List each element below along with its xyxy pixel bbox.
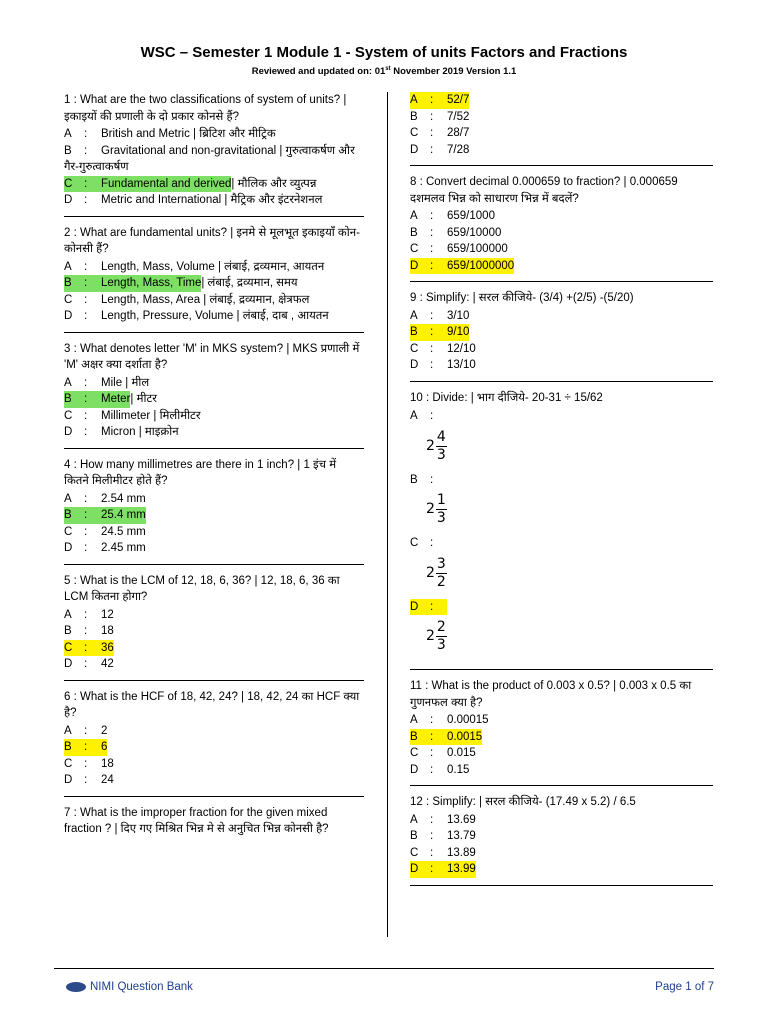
option-key: A [64,376,72,389]
question-block [64,805,364,846]
question-text: 2 : What are fundamental units? | इनमे से मूलभूत इकाइयाँ कोन-कोनसी हैं? [64,226,360,255]
option-row [410,599,713,616]
option-row [64,192,364,209]
option-highlight [64,739,107,756]
option-text: 18 [101,757,114,770]
question-block [64,457,364,565]
option-row [410,92,713,109]
option-colon: : [84,144,88,157]
option-colon: : [430,326,434,338]
option-row [410,845,713,862]
option-text: 24 [101,774,114,786]
question-text: 1 : What are the two classifications of system of units? | इकाइयों की प्रणाली के दो प्रकार कोनसे हैं? [64,94,347,123]
question-block [64,225,364,333]
option-highlight [410,861,476,878]
option-row [64,308,364,325]
option-text: 659/1000000 [447,259,515,272]
option-key: D [64,658,73,670]
option-colon: : [430,143,434,156]
option-colon: : [430,537,434,549]
option-highlight [64,623,114,640]
option-colon: : [430,127,434,139]
fraction-denominator: 3 [436,637,446,653]
option-row [64,772,364,789]
option-row [64,507,364,524]
option-key: A [410,714,418,726]
option-colon: : [430,259,434,272]
left-column [64,92,364,854]
option-row [64,259,364,276]
option-key: D [64,426,73,438]
option-highlight [410,828,476,845]
fraction-whole: 2 [426,564,435,581]
option-highlight [64,126,276,143]
fraction-whole: 2 [426,501,435,518]
option-colon: : [430,210,434,222]
option-highlight [64,375,149,392]
option-colon: : [430,226,434,239]
option-text: 2.54 mm [101,492,146,505]
option-row [64,408,364,425]
option-highlight [64,540,146,557]
option-key: C [64,641,73,654]
option-highlight [64,259,324,276]
option-row [64,176,364,193]
option-highlight [410,241,508,258]
option-key: B [410,110,418,123]
option-highlight [64,756,114,773]
option-text: 13.69 [447,813,476,826]
option-colon: : [84,658,88,670]
option-row [410,535,713,552]
option-key: A [64,492,72,505]
option-row [410,258,713,275]
option-row [410,861,713,878]
question-block [410,290,713,382]
option-key: C [64,525,73,538]
option-text: 9/10 [447,326,470,338]
fraction-numerator: 3 [436,555,446,572]
option-highlight [64,507,146,524]
option-highlight [410,109,469,126]
option-text: 659/1000 [447,210,495,222]
option-colon: : [430,714,434,726]
option-colon: : [84,757,88,770]
option-key: D [64,310,73,322]
option-key: D [410,863,419,875]
option-row [410,109,713,126]
option-row [410,472,713,489]
mixed-fraction [426,619,713,654]
option-highlight [64,176,231,193]
option-row [410,712,713,729]
question-block [64,573,364,681]
mixed-fraction [426,556,713,591]
fraction-numerator: 4 [436,428,446,445]
option-row [410,142,713,159]
option-row [64,739,364,756]
option-highlight [410,357,476,374]
fraction [436,619,447,654]
option-row [64,607,364,624]
option-text: 0.015 [447,747,476,759]
question-text: 11 : What is the product of 0.003 x 0.5? | 0.003 x 0.5 का गुणनफल क्या है? [410,680,692,709]
question-text: 3 : What denotes letter 'M' in MKS system? | MKS प्रणाली में 'M' अक्षर क्या दर्शाता है? [64,342,360,371]
option-highlight [410,142,469,159]
option-colon: : [430,473,434,486]
option-text: Micron | माइक्रोन [101,426,179,438]
page-number: Page 1 of 7 [655,981,714,993]
option-row [410,729,713,746]
option-highlight [64,640,114,657]
option-key: A [410,813,418,826]
option-row [64,524,364,541]
option-key: A [64,724,72,737]
option-row [64,656,364,673]
option-colon: : [84,277,88,289]
option-text: 0.0015 [447,730,483,743]
option-key: B [64,741,72,753]
question-text: 5 : What is the LCM of 12, 18, 6, 36? | 12, 18, 6, 36 का LCM कितना होगा? [64,574,340,603]
option-text: Metric and International | मैट्रिक और इंटरनेशनल [101,194,323,206]
option-highlight [410,225,501,242]
option-text: 13.89 [447,846,476,859]
option-text: 2 [101,724,108,737]
option-highlight [410,208,495,225]
nimi-logo-icon [66,982,86,992]
option-highlight [410,762,469,779]
option-row [410,341,713,358]
option-row [64,640,364,657]
option-key: D [410,143,419,156]
option-highlight [64,391,130,408]
option-colon: : [84,409,88,422]
option-colon: : [84,641,88,654]
question-text: 6 : What is the HCF of 18, 42, 24? | 18, 42, 24 का HCF क्या है? [64,690,360,719]
option-tail: | लंबाई, द्रव्यमान, समय [201,277,298,289]
option-text: Fundamental and derived [101,177,232,190]
option-row [64,275,364,292]
option-row [64,540,364,557]
option-colon: : [430,846,434,859]
option-text: Length, Mass, Time [101,277,202,289]
option-colon: : [430,359,434,371]
option-key: B [64,393,72,405]
option-highlight [64,524,146,541]
option-text: 13.99 [447,863,476,875]
footer-brand-text: NIMI Question Bank [90,981,193,993]
fraction-whole: 2 [426,437,435,454]
option-text: 3/10 [447,309,470,322]
option-highlight [410,712,489,729]
fraction-denominator: 3 [436,446,446,463]
right-column [410,92,713,894]
option-colon: : [84,608,88,621]
option-text: Millimeter | मिलीमीटर [101,409,201,422]
fraction [436,429,447,464]
option-colon: : [430,813,434,826]
question-block [410,92,713,166]
option-key: C [64,293,73,306]
option-highlight [410,599,447,616]
option-colon: : [84,625,88,637]
option-colon: : [84,509,88,521]
option-key: B [64,509,72,521]
option-key: B [64,144,72,157]
question-text: 8 : Convert decimal 0.000659 to fraction? | 0.000659 दशमलव भिन्न को साधारण भिन्न में बदलें? [410,176,678,205]
fraction [436,556,447,591]
option-colon: : [430,747,434,759]
option-text: 18 [101,625,114,637]
option-colon: : [430,763,434,776]
option-colon: : [84,393,88,405]
option-highlight [64,607,114,624]
option-text: Mile | मील [101,376,150,389]
option-colon: : [84,492,88,505]
option-colon: : [84,293,88,306]
option-key: C [410,537,419,549]
option-key: D [64,194,73,206]
option-highlight [410,341,476,358]
column-divider [387,92,388,937]
option-highlight [410,92,469,109]
option-colon: : [84,260,88,273]
question-block [64,341,364,449]
option-highlight [64,772,114,789]
option-text: British and Metric | ब्रिटिश और मीट्रिक [101,128,276,140]
option-key: A [410,210,418,222]
option-row [64,391,364,408]
option-colon: : [84,774,88,786]
option-key: D [410,600,419,613]
option-row [410,308,713,325]
option-key: A [64,260,72,273]
option-row [64,143,364,176]
option-colon: : [430,94,434,106]
option-text: 24.5 mm [101,525,146,538]
option-text: Length, Mass, Volume | लंबाई, द्रव्यमान, आयतन [101,260,325,273]
option-text: Meter [101,393,131,405]
option-text: 25.4 mm [101,509,146,521]
option-row [410,225,713,242]
option-row [64,723,364,740]
option-colon: : [84,741,88,753]
option-text: 13.79 [447,830,476,842]
option-row [64,292,364,309]
option-highlight [410,408,447,425]
document-subtitle [0,66,768,77]
option-highlight [64,408,201,425]
option-colon: : [84,194,88,206]
option-row [410,812,713,829]
question-block [64,689,364,797]
question-block [410,390,713,671]
option-key: B [64,625,72,637]
option-colon: : [430,410,434,422]
option-highlight [64,192,322,209]
option-tail: | मौलिक और व्युत्पन्न [231,177,317,190]
option-key: C [410,243,419,255]
option-colon: : [430,342,434,355]
option-key: D [64,542,73,554]
option-key: C [64,177,73,190]
option-highlight [64,491,146,508]
mixed-fraction [426,492,713,527]
option-key: B [410,473,418,486]
option-key: B [410,226,418,239]
option-text: 0.00015 [447,714,489,726]
option-row [64,424,364,441]
option-text: 6 [101,741,108,753]
option-text: 659/10000 [447,226,502,239]
option-row [64,126,364,143]
option-highlight [410,472,447,489]
question-block [410,678,713,786]
option-text: 12 [101,608,114,621]
document-title: WSC – Semester 1 Module 1 - System of units Factors and Fractions [140,44,628,61]
option-highlight [410,812,476,829]
option-highlight [410,308,469,325]
option-row [410,208,713,225]
question-text: 4 : How many millimetres are there in 1 inch? | 1 इंच में कितने मिलीमीटर होते हैं? [64,458,337,487]
subtitle-pre: Reviewed and updated on: 01 [251,66,386,78]
option-highlight [64,292,309,309]
option-text: 28/7 [447,127,470,139]
option-key: B [410,326,418,338]
option-highlight [410,125,469,142]
option-text: 42 [101,658,114,670]
option-key: C [410,342,419,355]
footer-brand [66,981,193,993]
option-key: B [410,830,418,842]
option-row [410,408,713,425]
option-colon: : [84,128,88,140]
option-colon: : [84,525,88,538]
option-colon: : [430,830,434,842]
option-highlight [410,535,447,552]
question-text: 7 : What is the improper fraction for the given mixed fraction ? | दिए गए मिश्रित भिन्न मे से अनुचित भिन्न कोनसी है? [64,806,329,835]
option-text: 2.45 mm [101,542,146,554]
option-key: C [64,757,73,770]
option-highlight [64,143,364,176]
option-row [410,357,713,374]
option-colon: : [430,243,434,255]
footer-divider [54,968,714,969]
option-text: Gravitational and non-gravitational | गुरुत्वाकर्षण और गैर-गुरुत्वाकर्षण [64,144,355,173]
option-highlight [64,275,201,292]
fraction-whole: 2 [426,628,435,645]
option-key: B [64,277,72,289]
option-row [64,623,364,640]
option-row [410,324,713,341]
option-row [64,375,364,392]
question-block [64,92,364,217]
option-key: C [410,127,419,139]
option-text: Length, Mass, Area | लंबाई, द्रव्यमान, क्षेत्रफल [101,293,310,306]
option-text: 13/10 [447,359,476,371]
option-row [64,756,364,773]
option-key: A [410,309,418,322]
option-text: 7/28 [447,143,470,156]
option-key: C [410,846,419,859]
option-colon: : [84,542,88,554]
option-text: 659/100000 [447,243,508,255]
option-text: 7/52 [447,110,470,123]
option-highlight [410,258,514,275]
option-row [410,125,713,142]
option-key: D [410,259,419,272]
option-colon: : [430,110,434,123]
option-highlight [410,845,476,862]
question-text: 10 : Divide: | भाग दीजिये- 20-31 ÷ 15/62 [410,391,603,404]
fraction-denominator: 3 [436,510,446,526]
option-key: A [410,410,418,422]
option-highlight [64,308,329,325]
option-colon: : [430,730,434,743]
question-block [410,174,713,282]
option-highlight [410,729,482,746]
option-colon: : [84,426,88,438]
option-colon: : [84,724,88,737]
option-key: A [410,94,418,106]
option-key: A [64,128,72,140]
fraction-numerator: 1 [436,492,446,508]
option-key: C [64,409,73,422]
question-block [410,794,713,886]
option-highlight [410,745,476,762]
option-row [410,828,713,845]
option-highlight [64,723,107,740]
option-key: C [410,747,419,759]
mixed-fraction [426,429,713,464]
option-text: 36 [101,641,114,654]
option-colon: : [430,863,434,875]
option-colon: : [430,309,434,322]
fraction [436,492,447,527]
subtitle-post: November 2019 Version 1.1 [390,66,517,78]
option-row [410,745,713,762]
option-text: 12/10 [447,342,476,355]
option-text: 0.15 [447,763,470,776]
option-text: 52/7 [447,94,470,106]
option-row [410,762,713,779]
option-key: D [410,763,419,776]
option-colon: : [84,177,88,190]
fraction-denominator: 2 [436,573,446,590]
fraction-numerator: 2 [436,619,446,635]
question-text: 9 : Simplify: | सरल कीजिये- (3/4) +(2/5) -(5/20) [410,292,634,304]
option-tail: | मीटर [130,393,157,405]
option-highlight [410,324,469,341]
option-row [410,241,713,258]
option-colon: : [430,600,434,613]
option-key: B [410,730,418,743]
option-highlight [64,656,114,673]
option-highlight [64,424,179,441]
option-colon: : [84,376,88,389]
subtitle-sup: st [385,66,391,72]
option-key: D [64,774,73,786]
option-colon: : [84,310,88,322]
option-row [64,491,364,508]
option-text: Length, Pressure, Volume | लंबाई, दाब , आयतन [101,310,329,322]
option-key: A [64,608,72,621]
option-key: D [410,359,419,371]
question-text: 12 : Simplify: | सरल कीजिये- (17.49 x 5.2) / 6.5 [410,796,636,808]
